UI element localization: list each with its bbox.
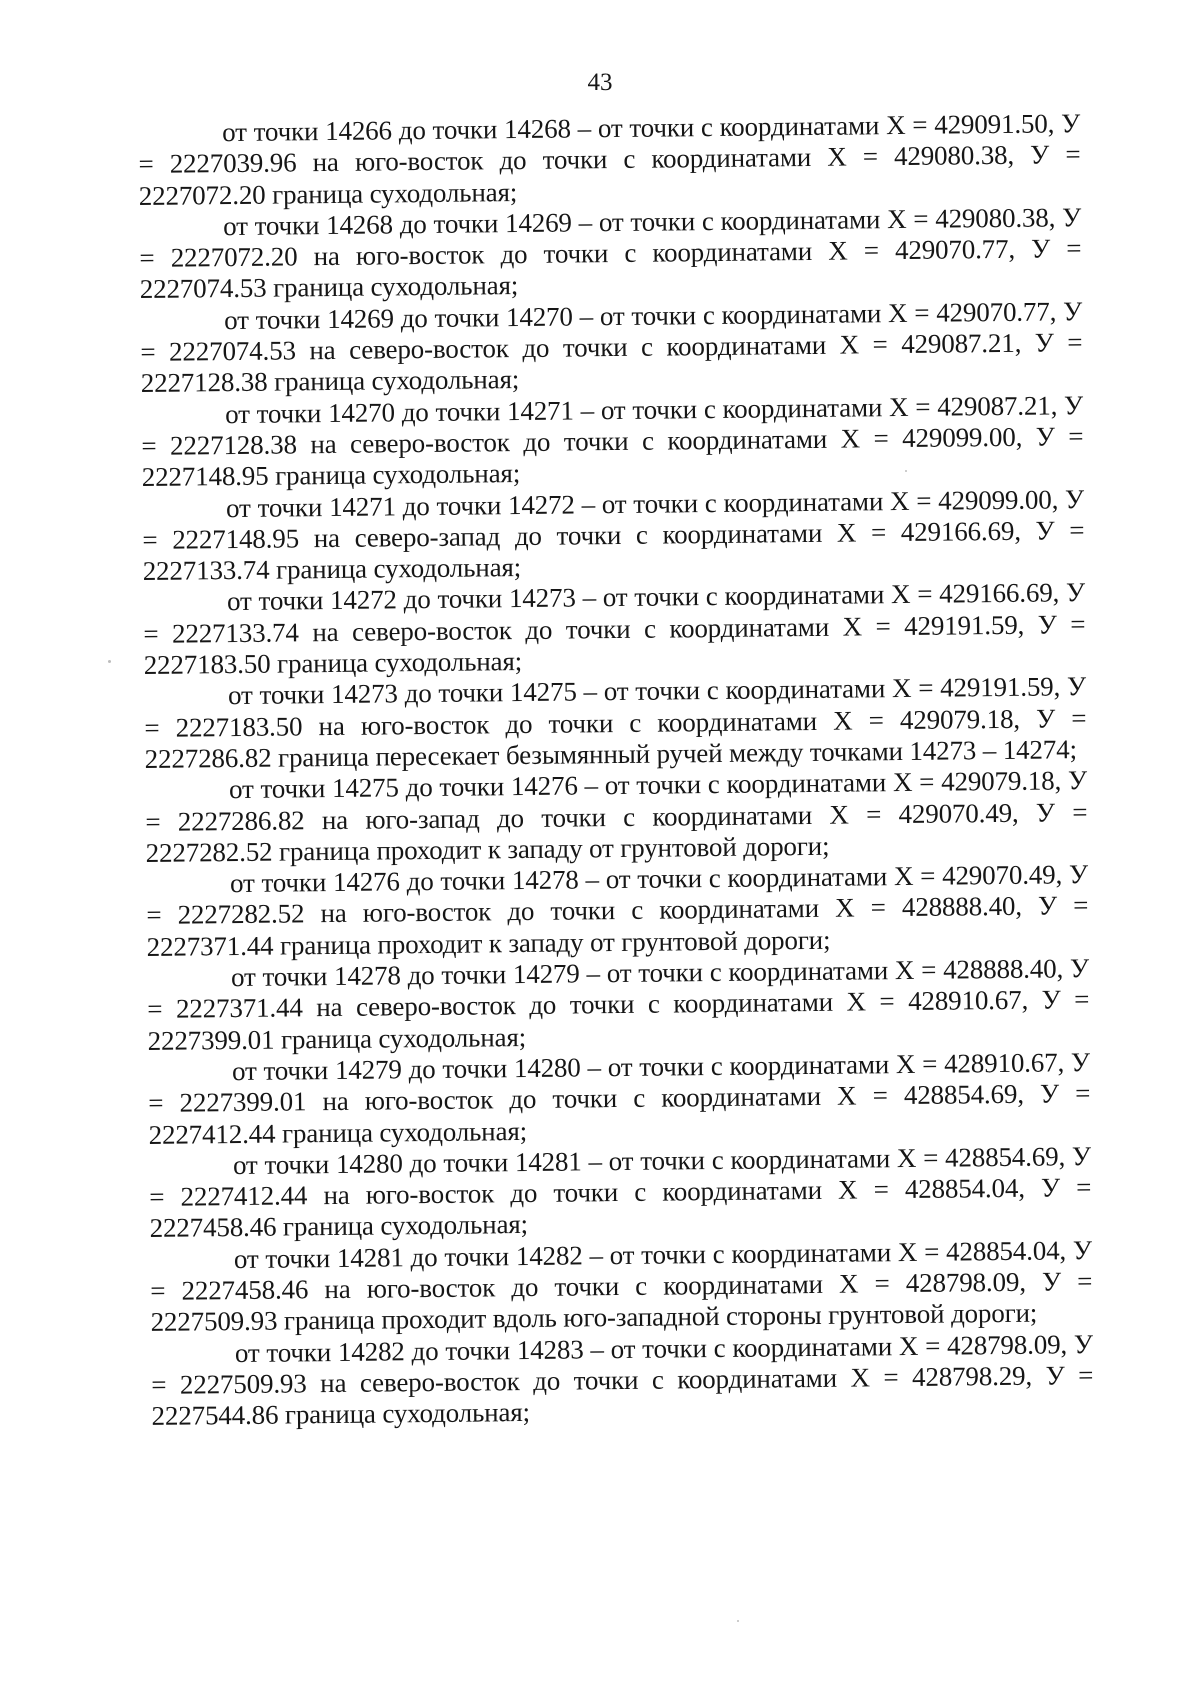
boundary-segment-paragraph: от точки 14271 до точки 14272 – от точки с координатами X = 429099.00, У = 2227148.95 на северо-запад до точки с координатами X = 429166.69, У = 2227133.74 граница суходольная; xyxy=(142,483,1085,587)
boundary-segment-paragraph: от точки 14270 до точки 14271 – от точки с координатами X = 429087.21, У = 2227128.38 на северо-восток до точки с координатами X = 429099.00, У = 2227148.95 граница суходольная; xyxy=(141,389,1084,493)
boundary-segment-paragraph: от точки 14266 до точки 14268 – от точки с координатами X = 429091.50, У = 2227039.96 на юго-восток до точки с координатами X = 429080.38, У = 2227072.20 граница суходольная; xyxy=(138,108,1081,211)
boundary-segment-paragraph: от точки 14279 до точки 14280 – от точки с координатами X = 428910.67, У = 2227399.01 на юго-восток до точки с координатами X = 428854.69, У = 2227412.44 граница суходольная; xyxy=(148,1046,1091,1150)
boundary-description xyxy=(138,108,1094,1432)
scan-speck xyxy=(737,1620,739,1622)
boundary-segment-paragraph: от точки 14280 до точки 14281 – от точки с координатами X = 428854.69, У = 2227412.44 на юго-восток до точки с координатами X = 428854.04, У = 2227458.46 граница суходольная; xyxy=(149,1140,1092,1244)
boundary-segment-paragraph: от точки 14278 до точки 14279 – от точки с координатами X = 428888.40, У = 2227371.44 на северо-восток до точки с координатами X = 428910.67, У = 2227399.01 граница суходольная; xyxy=(147,953,1090,1056)
scan-speck xyxy=(108,660,111,663)
page-number: 43 xyxy=(587,69,613,96)
boundary-segment-paragraph: от точки 14269 до точки 14270 – от точки с координатами X = 429070.77, У = 2227074.53 на северо-восток до точки с координатами X = 429087.21, У = 2227128.38 граница суходольная; xyxy=(140,295,1083,399)
boundary-segment-paragraph: от точки 14275 до точки 14276 – от точки с координатами X = 429079.18, У = 2227286.82 на юго-запад до точки с координатами X = 429070.49, У = 2227282.52 граница проходит к западу от грунтовой дороги; xyxy=(145,765,1088,868)
boundary-segment-paragraph: от точки 14268 до точки 14269 – от точки с координатами X = 429080.38, У = 2227072.20 на юго-восток до точки с координатами X = 429070.77, У = 2227074.53 граница суходольная; xyxy=(139,202,1082,305)
boundary-segment-paragraph: от точки 14276 до точки 14278 – от точки с координатами X = 429070.49, У = 2227282.52 на юго-восток до точки с координатами X = 428888.40, У = 2227371.44 граница проходит к западу от грунтовой дороги; xyxy=(146,859,1089,962)
boundary-segment-paragraph: от точки 14281 до точки 14282 – от точки с координатами X = 428854.04, У = 2227458.46 на юго-восток до точки с координатами X = 428798.09, У = 2227509.93 граница проходит вдоль юго-западной стороны грунтовой дороги; xyxy=(150,1234,1093,1338)
boundary-segment-paragraph: от точки 14272 до точки 14273 – от точки с координатами X = 429166.69, У = 2227133.74 на северо-восток до точки с координатами X = 429191.59, У = 2227183.50 граница суходольная; xyxy=(143,577,1086,681)
scan-speck xyxy=(905,470,907,472)
boundary-segment-paragraph: от точки 14282 до точки 14283 – от точки с координатами X = 428798.09, У = 2227509.93 на северо-восток до точки с координатами X = 428798.29, У = 2227544.86 граница суходольная; xyxy=(151,1328,1094,1432)
boundary-segment-paragraph: от точки 14273 до точки 14275 – от точки с координатами X = 429191.59, У = 2227183.50 на юго-восток до точки с координатами X = 429079.18, У = 2227286.82 граница пересекает безымянный ручей между точками 14273 – 14274; xyxy=(144,671,1087,774)
